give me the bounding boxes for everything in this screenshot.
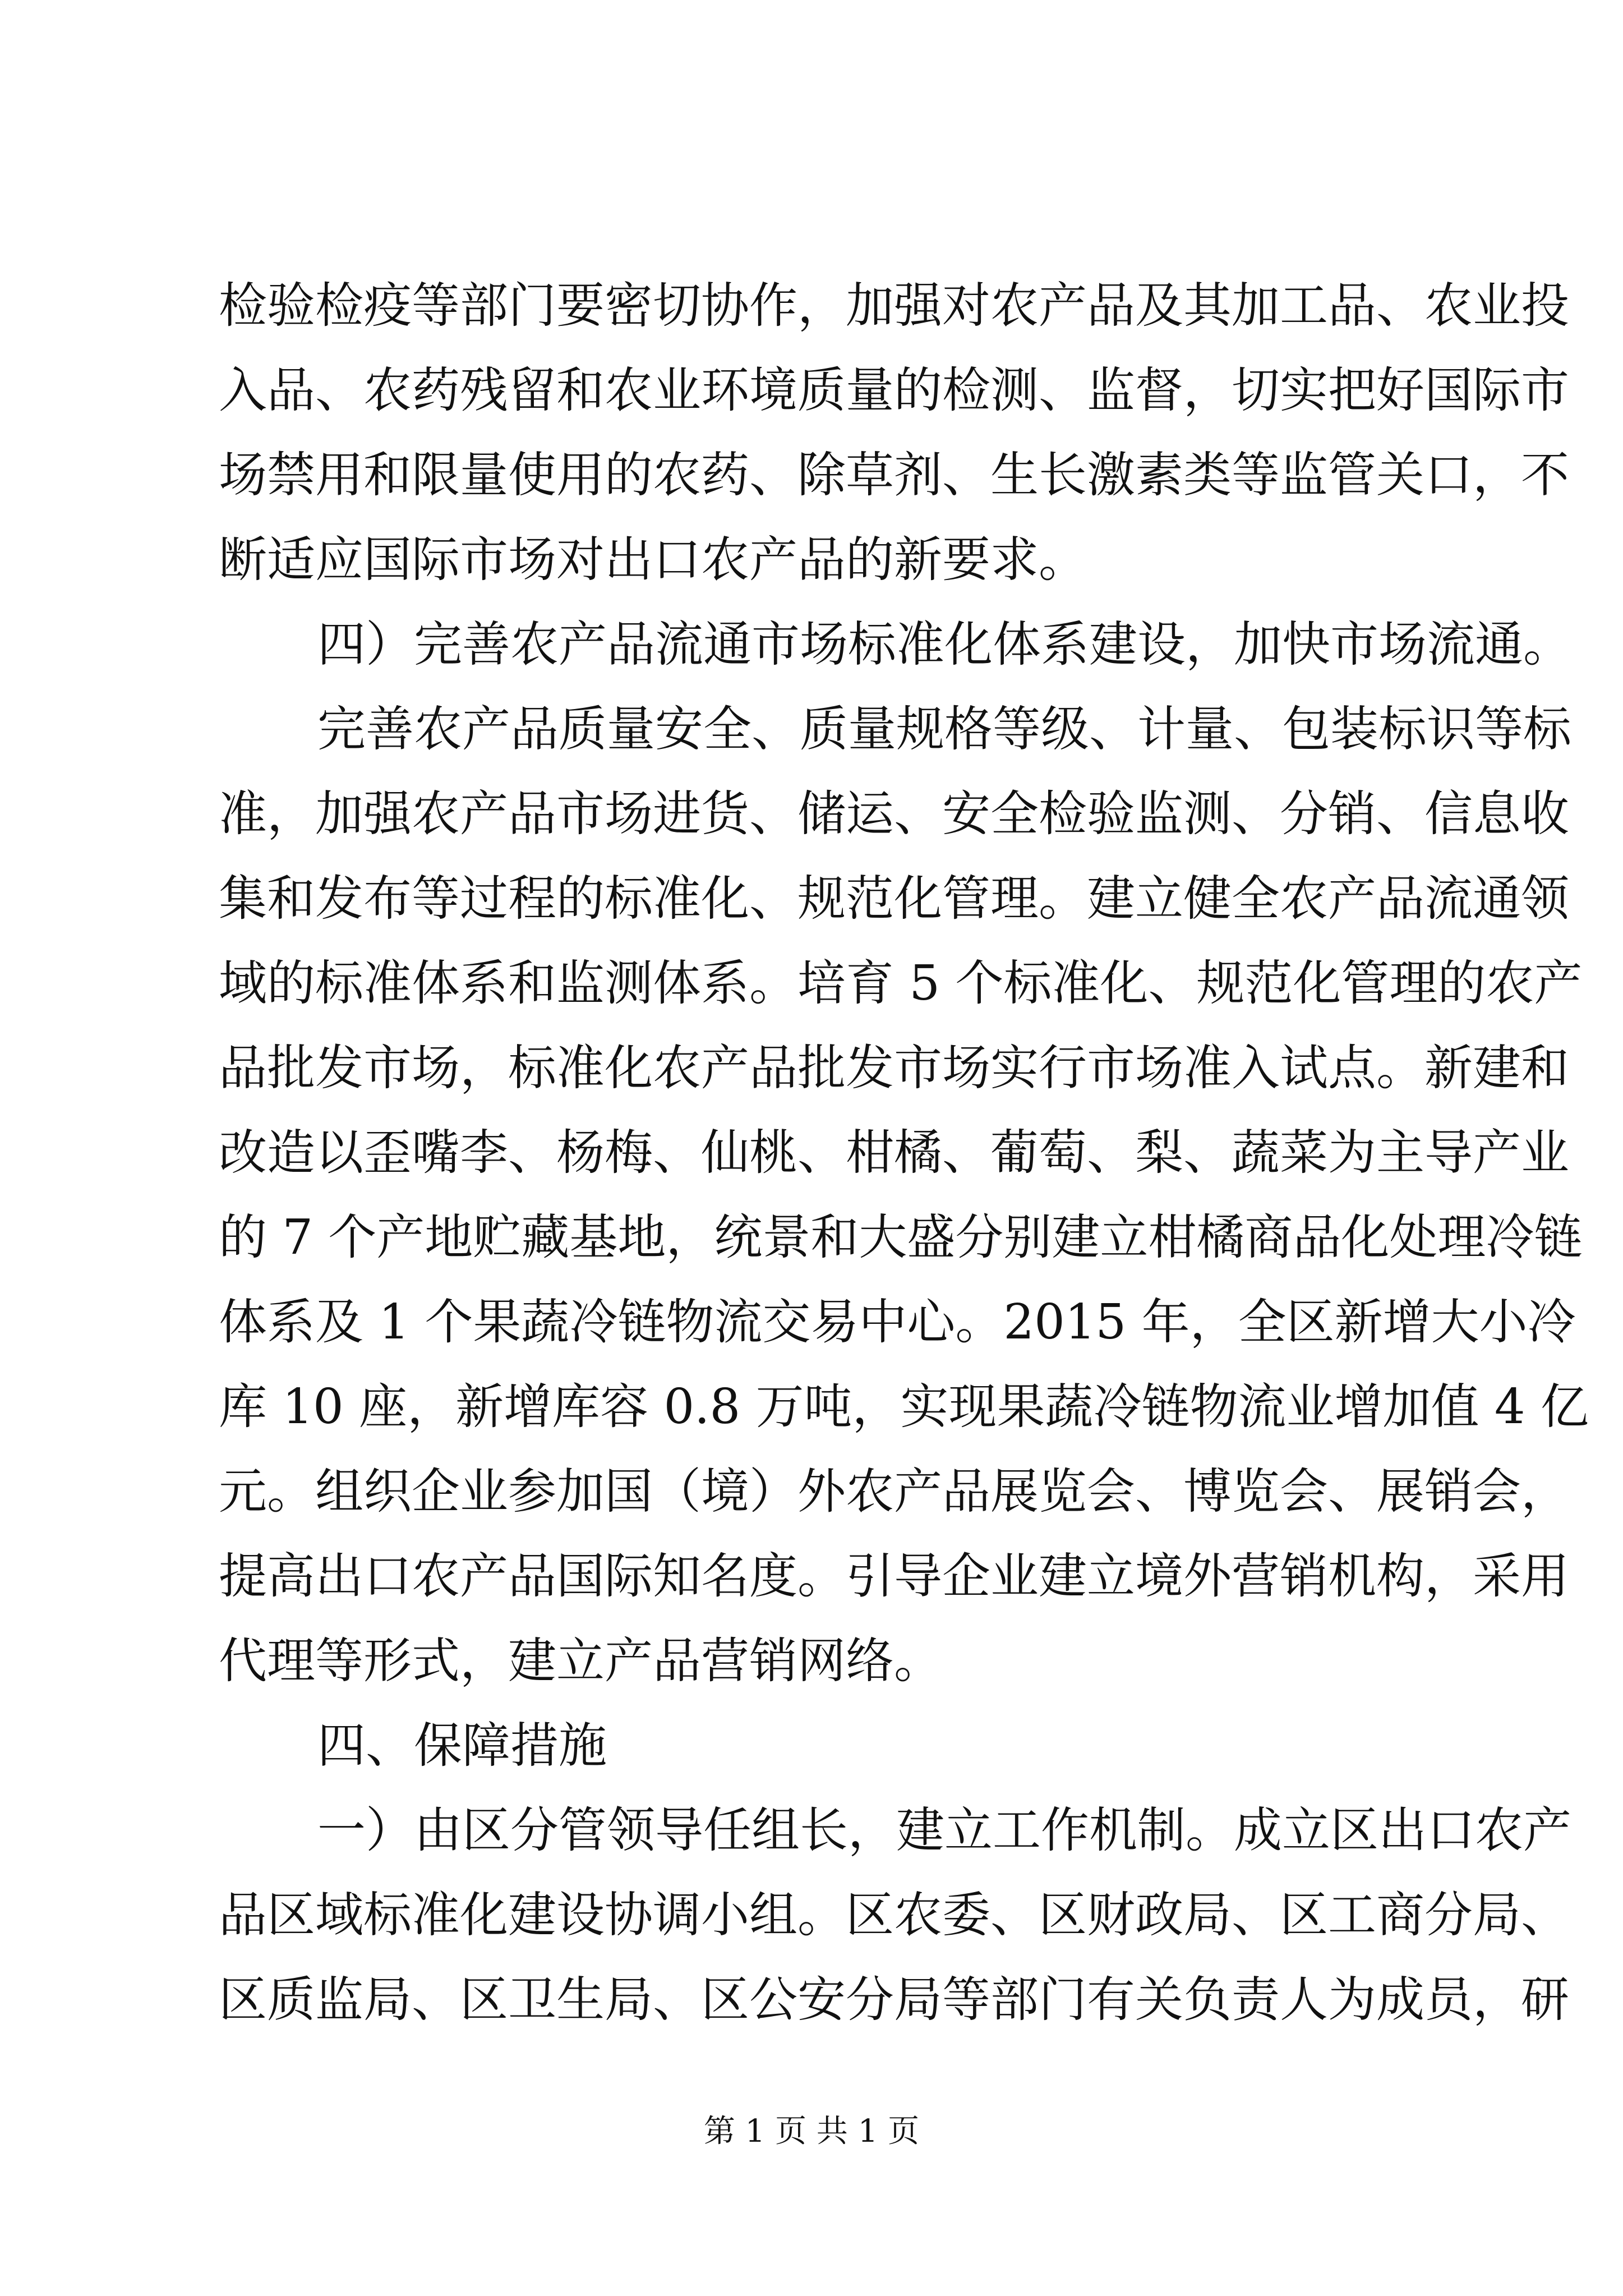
text-line: 集和发布等过程的标准化、规范化管理。建立健全农产品流通领 [219, 871, 1569, 927]
section-heading: 四、保障措施 [317, 1718, 607, 1774]
text-line: 区质监局、区卫生局、区公安分局等部门有关负责人为成员，研 [219, 1972, 1569, 2028]
text-line: 检验检疫等部门要密切协作，加强对农产品及其加工品、农业投 [219, 278, 1569, 334]
text-line: 准，加强农产品市场进货、储运、安全检验监测、分销、信息收 [219, 786, 1569, 842]
text-line: 的 7 个产地贮藏基地，统景和大盛分别建立柑橘商品化处理冷链 [219, 1209, 1583, 1266]
text-line: 体系及 1 个果蔬冷链物流交易中心。2015 年，全区新增大小冷 [219, 1294, 1576, 1350]
text-line: 断适应国际市场对出口农产品的新要求。 [219, 532, 1087, 588]
text-line: 域的标准体系和监测体系。培育 5 个标准化、规范化管理的农产 [219, 955, 1583, 1011]
text-line: 库 10 座，新增库容 0.8 万吨，实现果蔬冷链物流业增加值 4 亿 [219, 1379, 1589, 1435]
page-number-footer: 第 1 页 共 1 页 [703, 2113, 920, 2150]
text-line: 场禁用和限量使用的农药、除草剂、生长激素类等监管关口，不 [219, 447, 1569, 503]
text-line: 改造以歪嘴李、杨梅、仙桃、柑橘、葡萄、梨、蔬菜为主导产业 [219, 1125, 1569, 1181]
text-line: 完善农产品质量安全、质量规格等级、计量、包装标识等标 [317, 701, 1571, 757]
text-line: 一）由区分管领导任组长，建立工作机制。成立区出口农产 [317, 1802, 1571, 1858]
text-line: 入品、农药残留和农业环境质量的检测、监督，切实把好国际市 [219, 362, 1569, 418]
text-line: 品批发市场，标准化农产品批发市场实行市场准入试点。新建和 [219, 1040, 1569, 1096]
text-line: 品区域标准化建设协调小组。区农委、区财政局、区工商分局、 [219, 1887, 1569, 1943]
text-line: 提高出口农产品国际知名度。引导企业建立境外营销机构，采用 [219, 1548, 1569, 1604]
section-heading: 四）完善农产品流通市场标准化体系建设，加快市场流通。 [317, 616, 1571, 673]
document-body [219, 264, 1589, 2042]
text-line: 代理等形式，建立产品营销网络。 [219, 1633, 942, 1689]
text-line: 元。组织企业参加国（境）外农产品展览会、博览会、展销会， [219, 1464, 1569, 1520]
